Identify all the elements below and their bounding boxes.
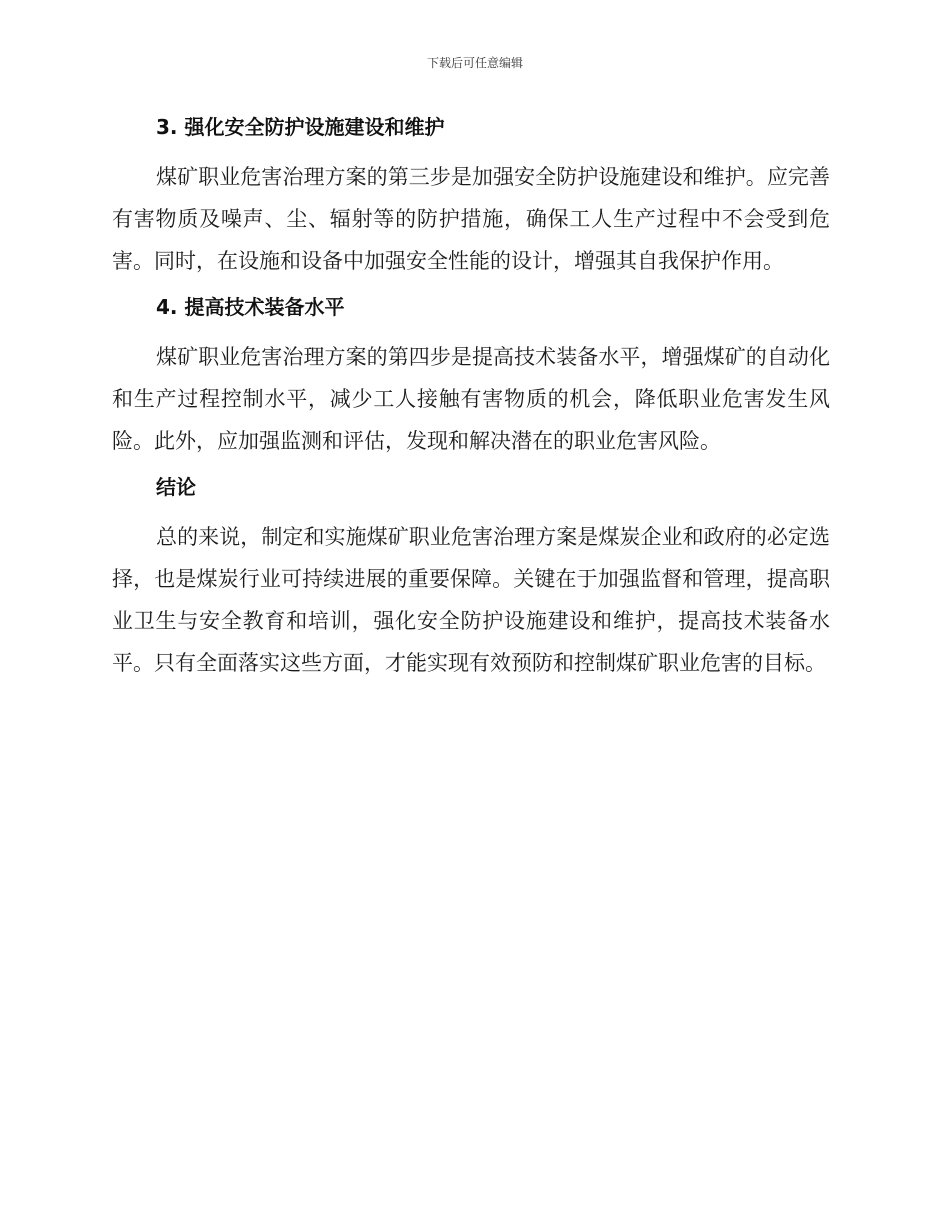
header-note: 下载后可任意编辑 [426, 56, 523, 70]
document-body [112, 112, 830, 694]
section-safety-facilities [112, 112, 830, 282]
section-conclusion [112, 472, 830, 684]
section-paragraph: 总的来说，制定和实施煤矿职业危害治理方案是煤炭企业和政府的必定选择，也是煤炭行业可持续进展的重要保障。关键在于加强监督和管理，提高职业卫生与安全教育和培训，强化安全防护设施建设和维护，提高技术装备水平。只有全面落实这些方面，才能实现有效预防和控制煤矿职业危害的目标。 [112, 525, 830, 675]
section-paragraph: 煤矿职业危害治理方案的第四步是提高技术装备水平，增强煤矿的自动化和生产过程控制水平，减少工人接触有害物质的机会，降低职业危害发生风险。此外，应加强监测和评估，发现和解决潜在的职业危害风险。 [112, 345, 830, 453]
section-heading: 结论 [156, 475, 196, 499]
section-technical-equipment [112, 292, 830, 462]
section-paragraph: 煤矿职业危害治理方案的第三步是加强安全防护设施建设和维护。应完善有害物质及噪声、尘、辐射等的防护措施，确保工人生产过程中不会受到危害。同时，在设施和设备中加强安全性能的设计，增强其自我保护作用。 [112, 165, 830, 273]
section-heading: 4. 提高技术装备水平 [156, 295, 345, 319]
section-heading: 3. 强化安全防护设施建设和维护 [156, 115, 445, 139]
